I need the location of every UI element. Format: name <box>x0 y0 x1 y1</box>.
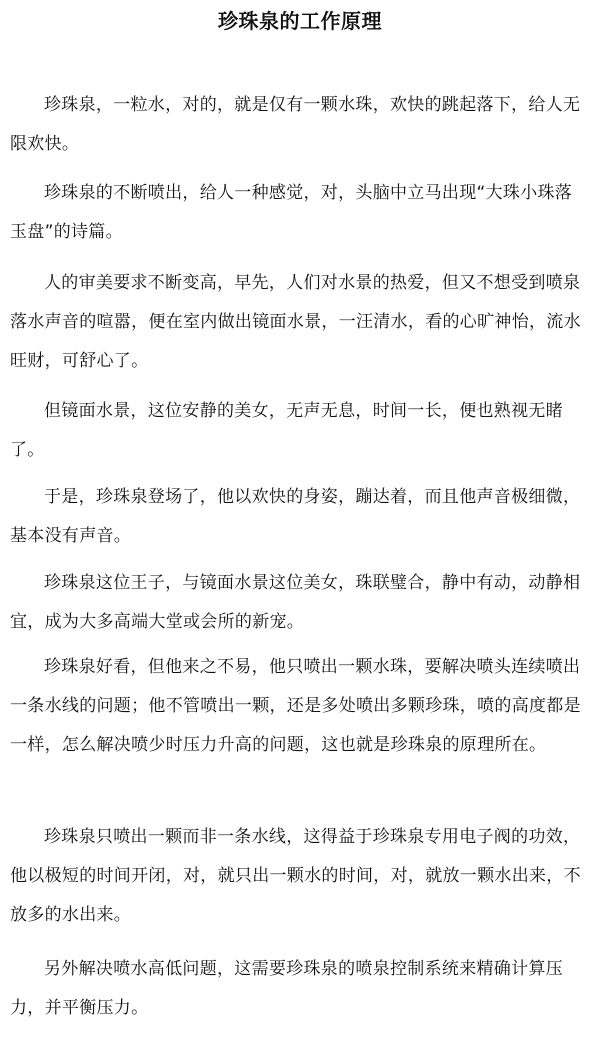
paragraph-4: 但镜面水景，这位安静的美女，无声无息，时间一长，便也熟视无睹了。 <box>10 401 563 460</box>
paragraph-1: 珍珠泉，一粒水，对的，就是仅有一颗水珠，欢快的跳起落下，给人无限欢快。 <box>10 95 581 154</box>
paragraph-3: 人的审美要求不断变高，早先，人们对水景的热爱，但又不想受到喷泉落水声音的喧嚣，便在室内做出镜面水景，一汪清水，看的心旷神怡，流水旺财，可舒心了。 <box>10 273 581 371</box>
paragraph-2: 珍珠泉的不断喷出，给人一种感觉，对，头脑中立马出现“大珠小珠落玉盘”的诗篇。 <box>10 183 573 242</box>
paragraph-9: 另外解决喷水高低问题，这需要珍珠泉的喷泉控制系统来精确计算压力，并平衡压力。 <box>10 959 563 1018</box>
paragraph-7: 珍珠泉好看，但他来之不易，他只喷出一颗水珠，要解决喷头连续喷出一条水线的问题；他不管喷出一颗，还是多处喷出多颗珍珠，喷的高度都是一样，怎么解决喷少时压力升高的问题，这也就是珍珠泉的原理所在。 <box>10 657 581 755</box>
paragraph-5: 于是，珍珠泉登场了，他以欢快的身姿，蹦达着，而且他声音极细微，基本没有声音。 <box>10 487 581 546</box>
paragraph-6: 珍珠泉这位王子，与镜面水景这位美女，珠联璧合，静中有动，动静相宜，成为大多高端大堂或会所的新宠。 <box>10 573 581 632</box>
article-title: 珍珠泉的工作原理 <box>218 9 382 33</box>
paragraph-8: 珍珠泉只喷出一颗而非一条水线，这得益于珍珠泉专用电子阀的功效，他以极短的时间开闭，对，就只出一颗水的时间，对，就放一颗水出来，不放多的水出来。 <box>10 827 581 925</box>
